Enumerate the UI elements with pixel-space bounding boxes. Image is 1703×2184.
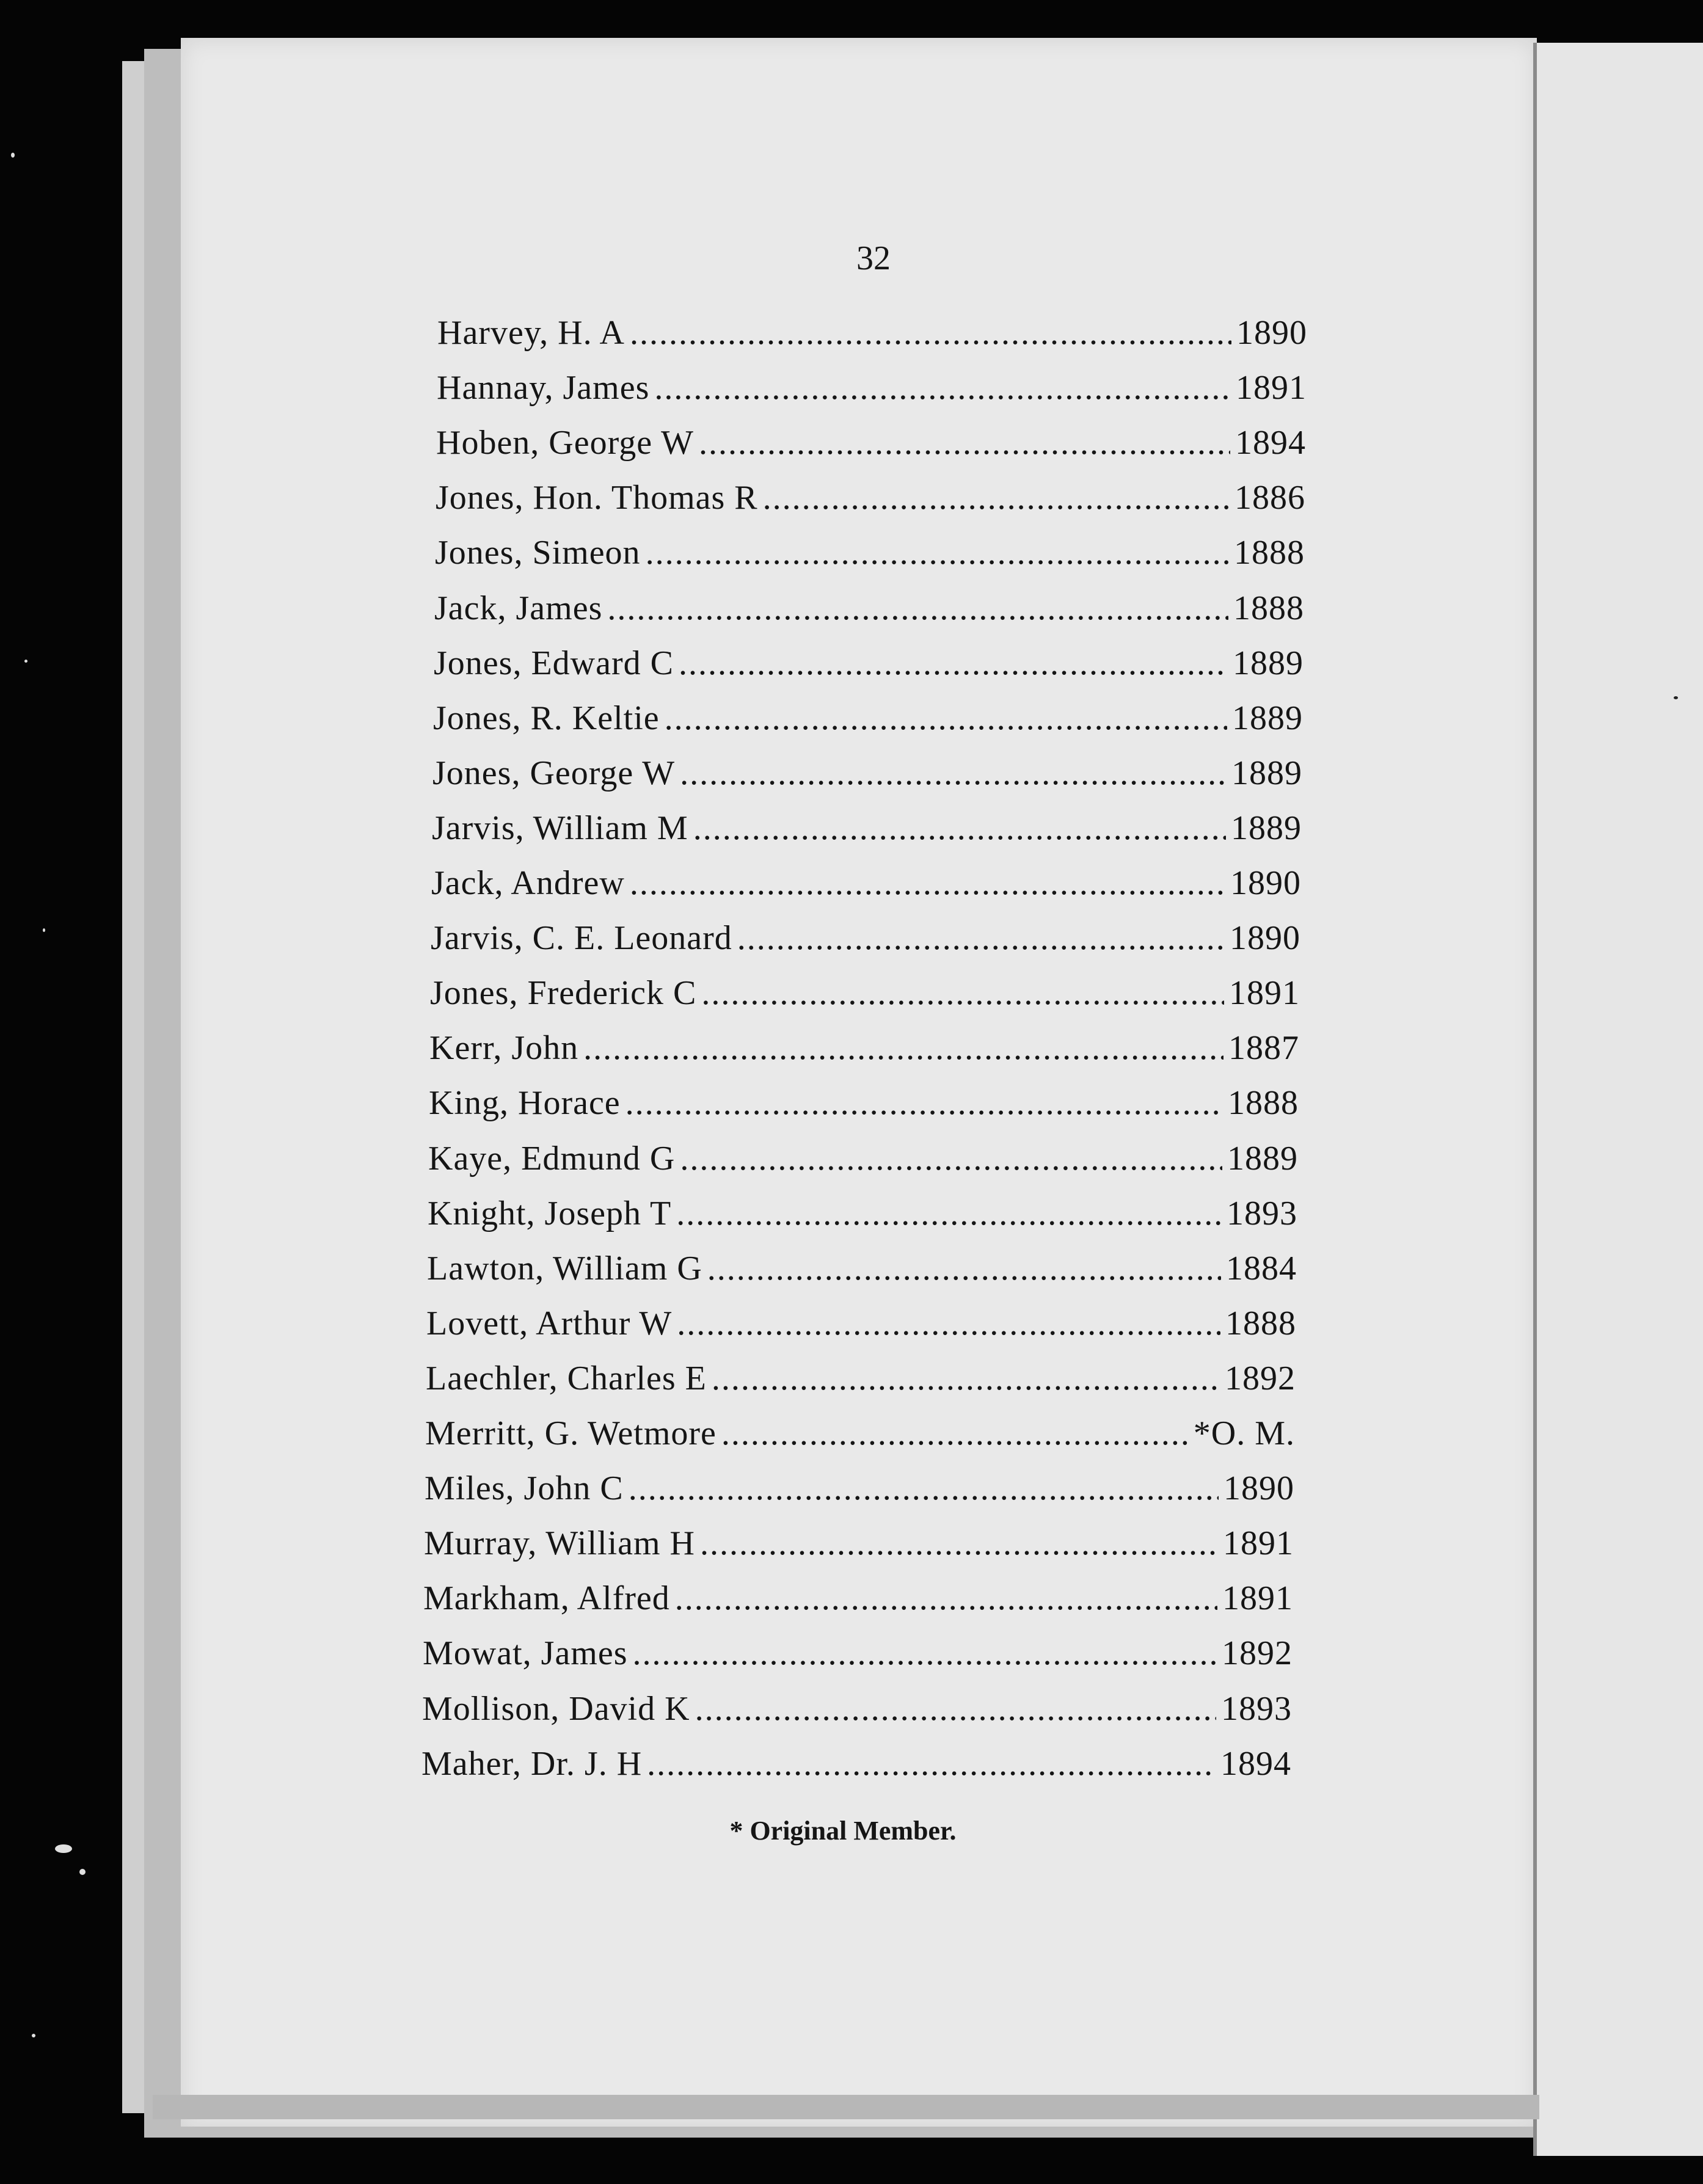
list-item: [434, 636, 1304, 691]
member-year: 1888: [1234, 534, 1305, 572]
member-name: Jones, R. Keltie: [433, 699, 660, 737]
member-name: Miles, John C: [425, 1469, 624, 1508]
member-name: Jarvis, C. E. Leonard: [431, 919, 732, 958]
member-year: 1890: [1230, 864, 1301, 902]
member-name: Lawton, William G: [427, 1249, 702, 1287]
member-name: Murray, William H: [424, 1524, 695, 1563]
member-name: Hoben, George W: [436, 424, 694, 462]
list-item: [432, 746, 1302, 801]
list-item: [425, 1406, 1295, 1461]
member-year: 1890: [1236, 314, 1307, 352]
dot-leader: [647, 1736, 1216, 1791]
member-name: Jack, Andrew: [431, 864, 625, 902]
dot-leader: [607, 581, 1228, 636]
member-year: 1890: [1230, 919, 1300, 958]
dot-leader: [583, 1021, 1223, 1076]
member-year: 1888: [1228, 1084, 1299, 1123]
list-item: [428, 1186, 1297, 1241]
dot-leader: [679, 636, 1228, 691]
member-name: Jarvis, William M: [432, 809, 688, 847]
dot-leader: [763, 470, 1230, 525]
member-name: Jones, Edward C: [434, 644, 674, 682]
dot-leader: [699, 415, 1230, 470]
list-item: [426, 1351, 1296, 1406]
member-year: 1886: [1234, 479, 1305, 517]
member-year: *O. M.: [1193, 1414, 1295, 1452]
dot-leader: [630, 856, 1225, 911]
list-item: [437, 360, 1307, 415]
member-year: 1887: [1228, 1029, 1299, 1068]
dot-leader: [737, 911, 1225, 966]
member-year: 1892: [1225, 1359, 1296, 1397]
member-name: Kerr, John: [429, 1029, 579, 1068]
dot-leader: [701, 966, 1224, 1021]
dot-leader: [721, 1406, 1189, 1461]
dot-leader: [712, 1351, 1220, 1406]
member-year: 1884: [1226, 1249, 1297, 1287]
footnote: * Original Member.: [729, 1816, 957, 1846]
list-item: [424, 1516, 1294, 1571]
member-year: 1893: [1227, 1194, 1297, 1232]
list-item: [423, 1626, 1293, 1681]
list-item: [434, 581, 1304, 636]
member-name: Jones, George W: [432, 754, 676, 792]
member-name: Knight, Joseph T: [428, 1194, 672, 1232]
member-name: Merritt, G. Wetmore: [425, 1414, 717, 1452]
member-name: Jones, Frederick C: [430, 974, 697, 1013]
member-name: Jack, James: [434, 589, 603, 627]
dot-leader: [646, 525, 1229, 580]
member-name: Hannay, James: [437, 369, 650, 407]
member-year: 1889: [1232, 699, 1303, 737]
member-year: 1892: [1222, 1634, 1293, 1673]
member-year: 1891: [1223, 1524, 1294, 1563]
dot-leader: [675, 1571, 1217, 1626]
member-year: 1889: [1227, 1139, 1298, 1178]
member-name: Mollison, David K: [422, 1689, 690, 1728]
member-name: Markham, Alfred: [423, 1579, 670, 1618]
dot-leader: [629, 1461, 1219, 1516]
list-item: [430, 966, 1300, 1021]
list-item: [429, 1021, 1299, 1076]
member-name: Maher, Dr. J. H: [421, 1744, 643, 1783]
member-year: 1890: [1223, 1469, 1294, 1508]
list-item: [433, 691, 1303, 746]
member-name: Laechler, Charles E: [426, 1359, 707, 1397]
list-item: [427, 1241, 1297, 1296]
member-year: 1888: [1225, 1304, 1296, 1342]
member-name: King, Horace: [429, 1084, 621, 1123]
dot-leader: [676, 1186, 1222, 1241]
dot-leader: [693, 801, 1226, 856]
list-item: [428, 1131, 1298, 1186]
dot-leader: [700, 1516, 1218, 1571]
member-name: Mowat, James: [423, 1634, 628, 1673]
list-item: [436, 470, 1305, 525]
dot-leader: [677, 1296, 1220, 1351]
dot-leader: [707, 1241, 1221, 1296]
list-item: [422, 1681, 1292, 1736]
member-name: Jones, Hon. Thomas R: [436, 479, 758, 517]
list-item: [423, 1571, 1293, 1626]
member-name: Kaye, Edmund G: [428, 1139, 676, 1178]
list-item: [421, 1736, 1291, 1791]
dot-leader: [633, 1626, 1217, 1681]
list-item: [432, 801, 1302, 856]
member-year: 1891: [1222, 1579, 1293, 1618]
member-year: 1889: [1231, 754, 1302, 792]
list-item: [436, 415, 1306, 470]
list-item: [435, 525, 1305, 580]
dot-leader: [630, 305, 1231, 360]
member-year: 1893: [1221, 1689, 1292, 1728]
dot-leader: [680, 746, 1227, 801]
member-name: Jones, Simeon: [435, 534, 641, 572]
member-year: 1889: [1233, 644, 1304, 682]
list-item: [431, 911, 1300, 966]
member-name: Harvey, H. A: [437, 314, 625, 352]
dot-leader: [680, 1131, 1222, 1186]
member-year: 1894: [1235, 424, 1306, 462]
list-item: [437, 305, 1307, 360]
list-item: [429, 1076, 1299, 1130]
member-year: 1888: [1233, 589, 1304, 627]
page-number: 32: [856, 239, 891, 277]
member-year: 1891: [1236, 369, 1307, 407]
member-year: 1889: [1231, 809, 1302, 847]
dot-leader: [625, 1076, 1223, 1130]
member-name: Lovett, Arthur W: [426, 1304, 673, 1342]
list-item: [431, 856, 1301, 911]
list-item: [426, 1296, 1296, 1351]
member-year: 1894: [1220, 1744, 1291, 1783]
dot-leader: [665, 691, 1227, 746]
list-item: [425, 1461, 1294, 1516]
member-year: 1891: [1229, 974, 1300, 1013]
dot-leader: [654, 360, 1231, 415]
dot-leader: [695, 1681, 1216, 1736]
